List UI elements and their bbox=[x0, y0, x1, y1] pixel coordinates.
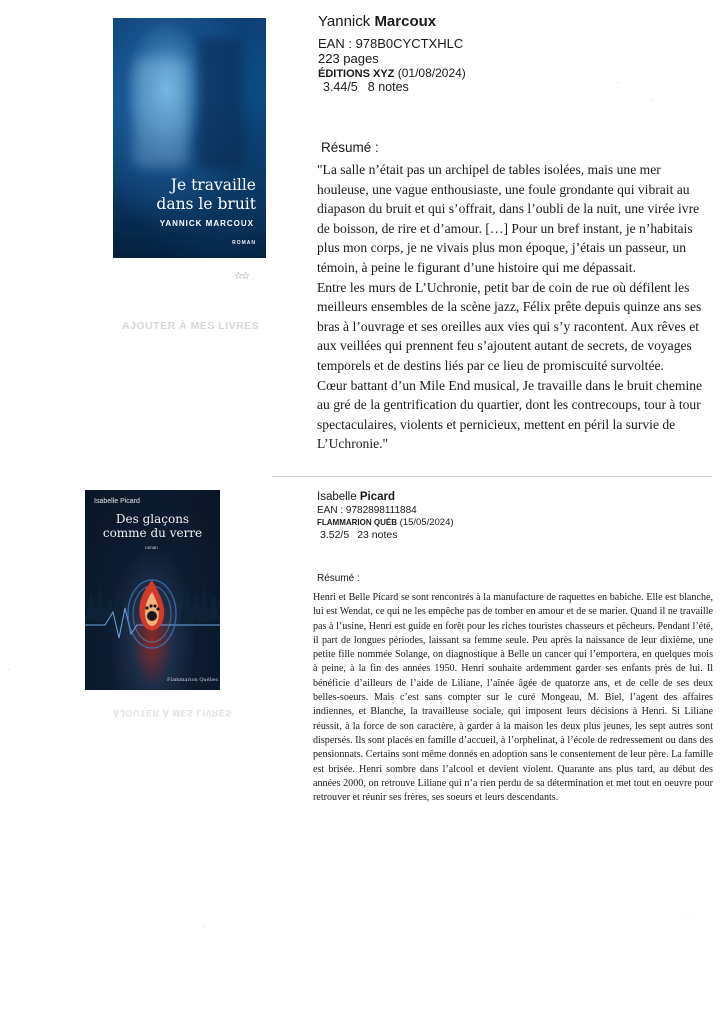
author-last-name: Picard bbox=[359, 491, 396, 503]
cover-blur bbox=[133, 58, 188, 168]
author-last-name: Marcoux bbox=[374, 13, 437, 30]
cover-title-line: Des glaçons bbox=[115, 512, 190, 526]
star-rating-icon[interactable]: ☆☆ bbox=[234, 271, 248, 282]
summary-text bbox=[317, 160, 715, 454]
cover-author: Isabelle Picard bbox=[94, 498, 140, 505]
scan-speck: · bbox=[8, 667, 10, 673]
ean: EAN : 9782898111884 bbox=[317, 505, 417, 516]
publisher-line bbox=[317, 517, 454, 528]
summary-label: Résumé : bbox=[317, 573, 360, 584]
summary-paragraph: Entre les murs de L’Uchronie, petit bar de coin de rue où défilent les meilleurs ensembles de la scène jazz, Félix prête depuis quinze ans ses bras à l’ouvrage et ses oreilles aux vies qui s’y racontent. Aux rêves et aux veillées qui prennent feu s’ajoutent autant de secrets, de voyages temporels et de destins liés par ce lieu de promiscuité survoltée. bbox=[317, 279, 702, 373]
scan-speck: · bbox=[203, 924, 205, 930]
ean: EAN : 978B0CYCTXHLC bbox=[318, 36, 464, 51]
publisher-name[interactable]: ÉDITIONS XYZ bbox=[318, 68, 395, 80]
author-first-name: Isabelle bbox=[317, 491, 357, 503]
summary-paragraph: Cœur battant d’un Mile End musical, Je travaille dans le bruit chemine au gré de la gentrification du quartier, dont les contrecoups, tour à tour spectaculaires, violents et pernicieux, mettent en péril la survie de L’Uchronie." bbox=[317, 377, 703, 452]
rating-value: 3.52/5 bbox=[320, 529, 350, 541]
author-name[interactable] bbox=[318, 13, 436, 30]
cover-title-line: dans le bruit bbox=[156, 195, 256, 213]
cover-author: YANNICK MARCOUX bbox=[159, 219, 254, 228]
scan-speck: · bbox=[687, 912, 689, 918]
cover-genre: ROMAN bbox=[232, 240, 256, 246]
rating-line bbox=[320, 529, 398, 541]
author-first-name: Yannick bbox=[318, 13, 371, 30]
cover-publisher: Flammarion Québec bbox=[167, 677, 219, 683]
rating-value: 3.44/5 bbox=[323, 80, 358, 94]
cover-title bbox=[116, 176, 256, 214]
summary-paragraph: "La salle n’était pas un archipel de tables isolées, mais une mer houleuse, une vague enthousiaste, une foule grondante qui vibrait au diapason du bruit et qui s’offrait, dans l’oubli de la nuit, une virée ivre de boisson, de rire et d’amour. […] Pour un bref instant, je n’habitais plus mon corps, je ne vivais plus mon époque, j’étais un passeur, un témoin, à peine le figurant d’une histoire qui me dépassait. bbox=[317, 162, 700, 275]
book-cover-2[interactable] bbox=[85, 490, 220, 690]
publisher-name[interactable]: FLAMMARION QUÉB bbox=[317, 518, 397, 527]
summary-text: Henri et Belle Picard se sont rencontrés à la manufacture de raquettes en babiche. Elle est blanche, lui est Wendat, ce qui ne les empêche pas de tomber en amour et de se marier. Quand il ne travaille pas à l’usine, Henri est guide en forêt pour les riches touristes chasseurs et pêcheurs. Pendant l’été, il part de longues périodes, laissant sa femme seule. Peu après la naissance de leur dixième, une petite fille nommée Solange, on diagnostique à Belle un cancer qui l’emportera, en quelques mois à peine, à la fin des années 1950. Henri souhaite ardemment garder ses enfants près de lui. Il bénéficie d’ailleurs de l’aide de Liliane, l’aînée âgée de quatorze ans, et de celle de ses deux belles-soeurs. Mais c’est sans compter sur le curé Mongeau, M. Biel, l’agent des affaires indiennes, et Blanche, la travailleuse sociale, qui imposent leurs décisions à Henri. Si Liliane réussit, à la force de son caractère, à garder à la maison les deux plus jeunes, les sept autres sont dispersés. Ils sont placés en famille d’accueil, à l’orphelinat, à l’école de redressement ou dans des pensionnats. Certains sont même donnés en adoption sans le consentement de leur père. La famille est brisée. Henri sombre dans l’alcool et devient violent. Quarante ans plus tard, au début des années 2000, on retrouve Liliane qui n’a rien perdu de sa détermination et met tout en oeuvre pour retrouver et réunir ses frères, ses soeurs et leurs descendants. bbox=[313, 592, 713, 804]
cover-title-line: comme du verre bbox=[102, 526, 203, 540]
add-to-my-books-button[interactable]: AJOUTER À MES LIVRES bbox=[113, 708, 233, 718]
author-name[interactable] bbox=[317, 491, 395, 503]
publication-date: (01/08/2024) bbox=[397, 66, 466, 80]
page-count: 223 pages bbox=[318, 51, 379, 66]
notes-count[interactable]: 8 notes bbox=[367, 80, 409, 94]
cover-illustration bbox=[85, 550, 220, 680]
add-to-my-books-button[interactable]: AJOUTER À MES LIVRES bbox=[122, 320, 260, 332]
cover-blur bbox=[198, 38, 243, 168]
cover-genre: roman bbox=[145, 545, 158, 550]
cover-title bbox=[85, 512, 220, 540]
book-cover-1[interactable] bbox=[113, 18, 266, 258]
rating-line bbox=[323, 80, 409, 94]
publication-date: (15/05/2024) bbox=[399, 517, 454, 528]
scan-speck: · bbox=[617, 80, 619, 86]
scan-speck: · bbox=[652, 98, 654, 104]
divider bbox=[272, 476, 712, 477]
summary-label: Résumé : bbox=[321, 140, 379, 155]
cover-title-line: Je travaille bbox=[170, 176, 256, 194]
publisher-line bbox=[318, 66, 466, 80]
notes-count[interactable]: 23 notes bbox=[357, 529, 398, 541]
